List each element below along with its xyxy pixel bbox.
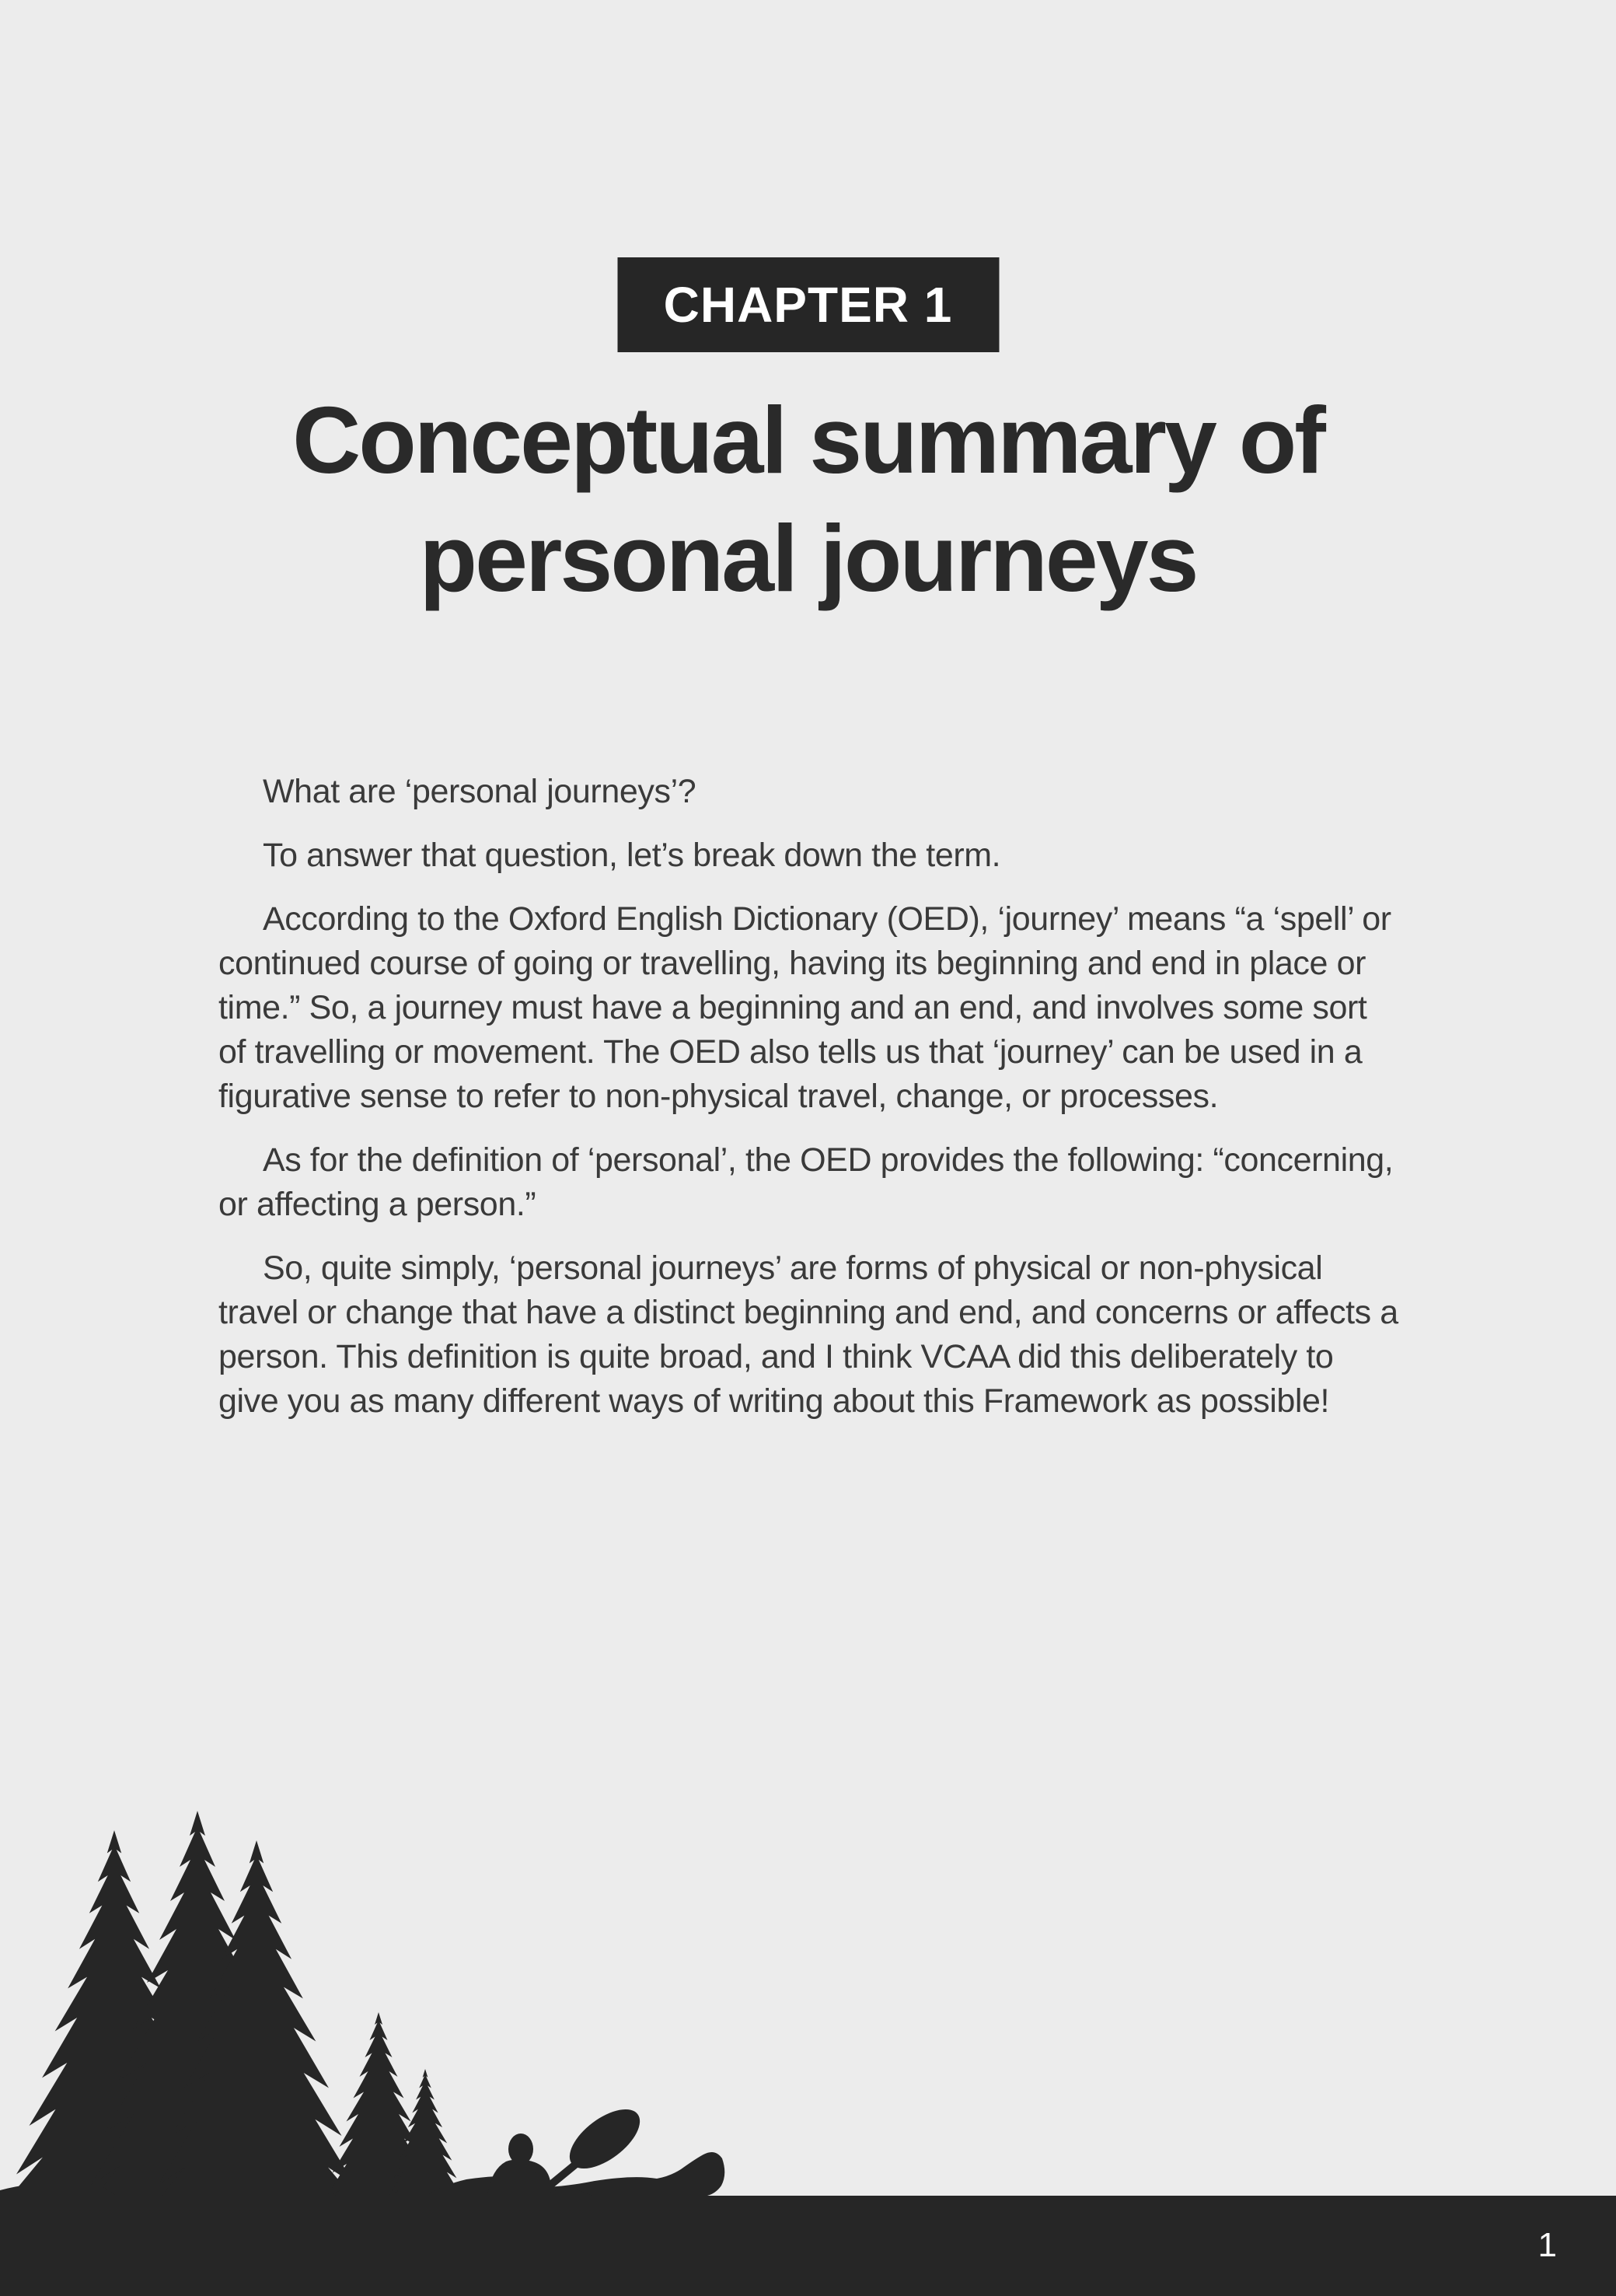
page-title bbox=[0, 381, 1616, 617]
chapter-badge bbox=[617, 257, 999, 352]
bird-speck bbox=[386, 2132, 391, 2137]
body-paragraph: According to the Oxford English Dictionary (OED), ‘journey’ means “a ‘spell’ or continued course of going or travelling, having its beginning and end in place or time.” So, a journey must have a beginning and an end, and involves some sort of travelling or movement. The OED also tells us that ‘journey’ can be used in a figurative sense to refer to non-physical travel, change, or processes. bbox=[218, 900, 1391, 1115]
body-paragraph: To answer that question, let’s break down the term. bbox=[263, 837, 1001, 874]
page-title-line2: personal journeys bbox=[419, 505, 1197, 611]
footer-bar bbox=[0, 2196, 1616, 2296]
body-paragraph: As for the definition of ‘personal’, the OED provides the following: “concerning, or affecting a person.” bbox=[218, 1141, 1394, 1223]
pine-trees-silhouette bbox=[0, 1811, 466, 2196]
page-number: 1 bbox=[1537, 2225, 1557, 2264]
kayaker-silhouette bbox=[426, 2098, 724, 2196]
body-paragraph: So, quite simply, ‘personal journeys’ are forms of physical or non-physical travel or change that have a distinct beginning and end, and concerns or affects a person. This definition is quite broad, and I think VCAA did this deliberately to give you as many different ways of writing about this Framework as possible! bbox=[218, 1249, 1398, 1420]
body-text bbox=[218, 770, 1401, 1443]
chapter-badge-label: CHAPTER 1 bbox=[663, 277, 953, 333]
trees-kayaker-illustration bbox=[0, 1783, 1616, 2196]
page-title-line1: Conceptual summary of bbox=[292, 387, 1324, 493]
body-paragraph: What are ‘personal journeys’? bbox=[263, 773, 696, 810]
